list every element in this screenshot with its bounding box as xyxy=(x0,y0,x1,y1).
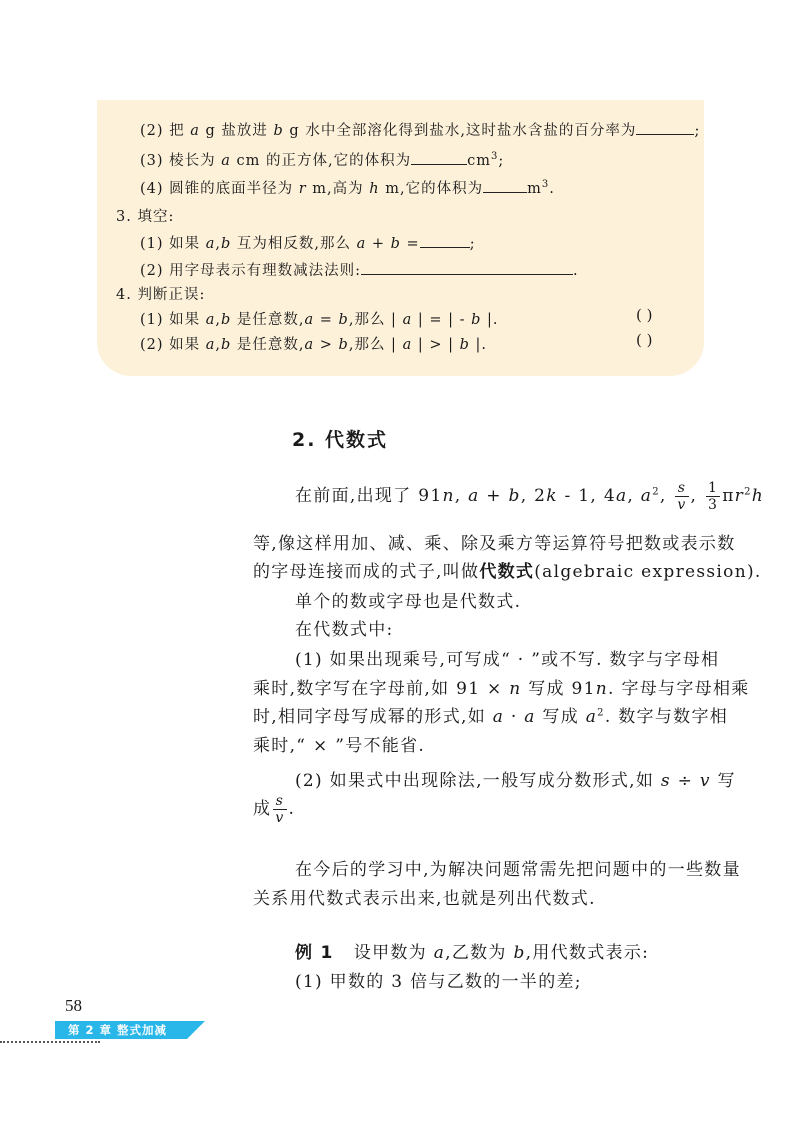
exercise-2-item-3: (3) 棱长为 a cm 的正方体,它的体积为 $cm^3$; xyxy=(140,151,505,169)
page-number: 58 xyxy=(65,996,82,1015)
example-label: 例 1 xyxy=(295,943,334,963)
answer-blank xyxy=(420,233,470,248)
paragraph-2: 单个的数或字母也是代数式. xyxy=(295,592,522,612)
exercise-2-item-4: (4) 圆锥的底面半径为 r m,高为 h m,它的体积为 $m^3$. xyxy=(140,179,555,197)
example-1-item-1: (1) 甲数的 3 倍与乙数的一半的差; xyxy=(295,972,582,992)
rule-2-line-1: (2) 如果式中出现除法,一般写成分数形式,如 s ÷ v 写 xyxy=(295,771,736,791)
exercise-3-item-2: (2) 用字母表示有理数减法法则: . xyxy=(140,259,579,280)
rule-1-line-3: 时,相同字母写成幂的形式,如 a · a 写成 $a^2$. 数字与数字相 xyxy=(253,707,729,727)
fraction-s-over-v-2: $\frac{s}{v}$ xyxy=(275,793,285,826)
rule-1-line-2: 乘时,数字写在字母前,如 91 × n 写成 91n. 字母与字母相乘 xyxy=(253,679,750,699)
exercise-4-item-1: (1) 如果 a,b 是任意数,a = b,那么 | a | = | - b |. xyxy=(140,312,499,328)
footer-dotted-line xyxy=(0,1041,100,1043)
exercise-4-item-2: (2) 如果 a,b 是任意数,a > b,那么 | a | > | b |. xyxy=(140,337,487,353)
exercise-3-item-1: (1) 如果 a,b 互为相反数,那么 a + b = ; xyxy=(140,232,476,253)
answer-blank xyxy=(483,178,527,193)
rule-1-line-4: 乘时,“ × ”号不能省. xyxy=(253,736,426,756)
chapter-label: 第 2 章 整式加减 xyxy=(68,1023,168,1037)
paragraph-4-line-1: 在今后的学习中,为解决问题常需先把问题中的一些数量 xyxy=(295,860,741,880)
exercise-3-title: 3. 填空: xyxy=(116,209,175,225)
answer-blank xyxy=(636,120,694,135)
paragraph-1-line-3: 的字母连接而成的式子,叫做代数式(algebraic expression). xyxy=(253,562,762,582)
paragraph-3: 在代数式中: xyxy=(295,620,394,640)
term-algebraic-expression: 代数式 xyxy=(479,562,535,582)
judge-bracket-1[interactable]: ( ) xyxy=(636,306,653,324)
fraction-one-third: $\frac{1}{3}$ xyxy=(707,480,719,513)
exercise-2-item-2: (2) 把 a g 盐放进 b g 水中全部溶化得到盐水,这时盐水含盐的百分率为 ; xyxy=(140,119,700,140)
paragraph-4-line-2: 关系用代数式表示出来,也就是列出代数式. xyxy=(253,889,596,909)
example-1-line-1: 例 1 设甲数为 a,乙数为 b,用代数式表示: xyxy=(295,943,650,963)
exercise-4-title: 4. 判断正误: xyxy=(116,287,206,303)
rule-2-line-2: 成 $\frac{s}{v}$ . xyxy=(253,793,296,826)
fraction-s-over-v: $\frac{s}{v}$ xyxy=(677,480,687,513)
paragraph-1-line-2: 等,像这样用加、减、乘、除及乘方等运算符号把数或表示数 xyxy=(253,534,736,554)
section-title: 2. 代数式 xyxy=(292,429,389,451)
paragraph-1-line-1: 在前面,出现了 91n, a + b, 2k - 1, 4a, $a^2$, $\frac{s}{v}$ , $\frac{1}{3}$ $\pi r^2h$ xyxy=(295,480,765,513)
rule-1-line-1: (1) 如果出现乘号,可写成“ · ”或不写. 数字与字母相 xyxy=(295,650,720,670)
answer-blank xyxy=(361,260,573,275)
judge-bracket-2[interactable]: ( ) xyxy=(636,331,653,349)
answer-blank xyxy=(411,150,467,165)
